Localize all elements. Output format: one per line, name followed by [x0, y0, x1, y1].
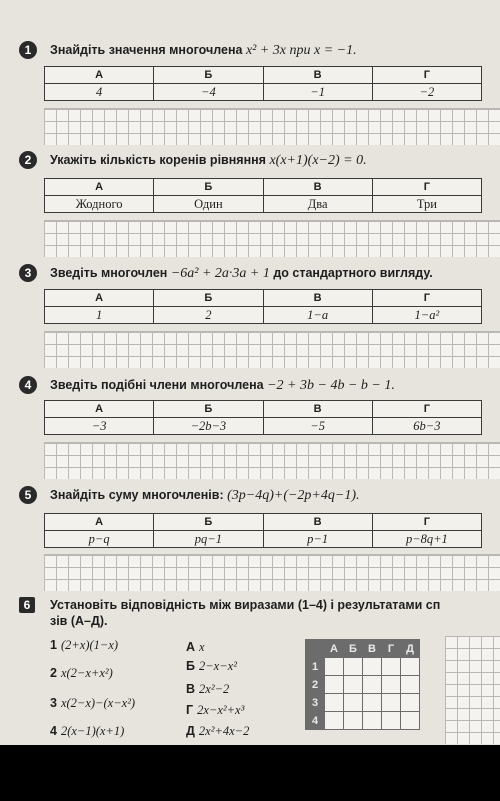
match-cell[interactable]	[325, 658, 344, 676]
question-1-number: 1	[19, 41, 37, 59]
answer-g[interactable]: p−8q+1	[372, 531, 481, 548]
answer-v[interactable]: 1−a	[263, 307, 372, 324]
option-label-b: Б	[154, 67, 263, 84]
answer-v[interactable]: −5	[263, 418, 372, 435]
question-5-expression: (3p−4q)+(−2p+4q−1).	[227, 488, 360, 503]
question-2-expression: x(x+1)(x−2) = 0.	[269, 153, 367, 168]
answer-b[interactable]: −4	[154, 84, 263, 101]
question-4-text: Зведіть подібні члени многочлена −2 + 3b − 4b − b − 1.	[50, 378, 395, 393]
result-item: А x	[186, 640, 205, 654]
question-2-text: Укажіть кількість коренів рівняння x(x+1)(x−2) = 0.	[50, 153, 367, 168]
question-1-answers	[44, 66, 482, 101]
question-4-number: 4	[19, 376, 37, 394]
question-5-number: 5	[19, 486, 37, 504]
expression-item: 1 (2+x)(1−x)	[50, 638, 119, 652]
question-1-text: Знайдіть значення многочлена x² + 3x при x = −1.	[50, 43, 357, 58]
result-item: В 2x²−2	[186, 682, 230, 696]
question-5-answers: А Б В Г p−q pq−1 p−1 p−8q+1	[44, 513, 482, 548]
result-item: Б 2−x−x²	[186, 659, 237, 673]
question-5-work-grid[interactable]	[44, 554, 500, 591]
answer-a[interactable]: Жодного	[45, 196, 154, 213]
option-label-g: Г	[372, 67, 481, 84]
question-3-text: Зведіть многочлен −6a² + 2a·3a + 1 до стандартного вигляду.	[50, 266, 433, 281]
answer-v[interactable]: p−1	[263, 531, 372, 548]
result-item: Г 2x−x²+x³	[186, 703, 245, 717]
question-3-answers: А Б В Г 1 2 1−a 1−a²	[44, 289, 482, 324]
answer-g[interactable]: Три	[372, 196, 481, 213]
answer-b[interactable]: −2b−3	[154, 418, 263, 435]
option-label-a: А	[45, 67, 154, 84]
expression-item: 2 x(2−x+x²)	[50, 666, 113, 680]
question-3-work-grid[interactable]	[44, 331, 500, 368]
question-6-work-grid[interactable]	[445, 636, 500, 744]
expression-item: 3 x(2−x)−(x−x²)	[50, 696, 136, 710]
answer-a[interactable]: −3	[45, 418, 154, 435]
question-1-expression: x² + 3x при x = −1.	[245, 43, 357, 58]
answer-b[interactable]: pq−1	[154, 531, 263, 548]
question-1-work-grid[interactable]	[44, 108, 500, 145]
option-label-v: В	[263, 67, 372, 84]
matching-answer-grid: А Б В Г Д 1 2 3 4	[305, 639, 420, 730]
question-5-text: Знайдіть суму многочленів: (3p−4q)+(−2p+4q−1).	[50, 488, 360, 503]
question-6-text: Установіть відповідність між виразами (1–4) і результатами сп зів (А–Д).	[50, 598, 441, 628]
answer-b[interactable]: 2	[154, 307, 263, 324]
question-3-expression: −6a² + 2a·3a + 1	[170, 266, 270, 281]
result-item: Д 2x²+4x−2	[186, 724, 250, 738]
answer-g[interactable]: −2	[372, 84, 481, 101]
question-2-work-grid[interactable]	[44, 220, 500, 257]
answer-b[interactable]: Один	[154, 196, 263, 213]
question-4-work-grid[interactable]	[44, 442, 500, 479]
question-2-answers: А Б В Г Жодного Один Два Три	[44, 178, 482, 213]
question-3-number: 3	[19, 264, 37, 282]
answer-g[interactable]: 1−a²	[372, 307, 481, 324]
answer-a[interactable]: 4	[45, 84, 154, 101]
answer-a[interactable]: p−q	[45, 531, 154, 548]
answer-g[interactable]: 6b−3	[372, 418, 481, 435]
answer-v[interactable]: Два	[263, 196, 372, 213]
expression-item: 4 2(x−1)(x+1)	[50, 724, 125, 738]
question-6-number: 6	[19, 597, 35, 613]
answer-a[interactable]: 1	[45, 307, 154, 324]
question-2-number: 2	[19, 151, 37, 169]
answer-v[interactable]: −1	[263, 84, 372, 101]
question-4-expression: −2 + 3b − 4b − b − 1.	[267, 378, 395, 393]
question-4-answers: А Б В Г −3 −2b−3 −5 6b−3	[44, 400, 482, 435]
